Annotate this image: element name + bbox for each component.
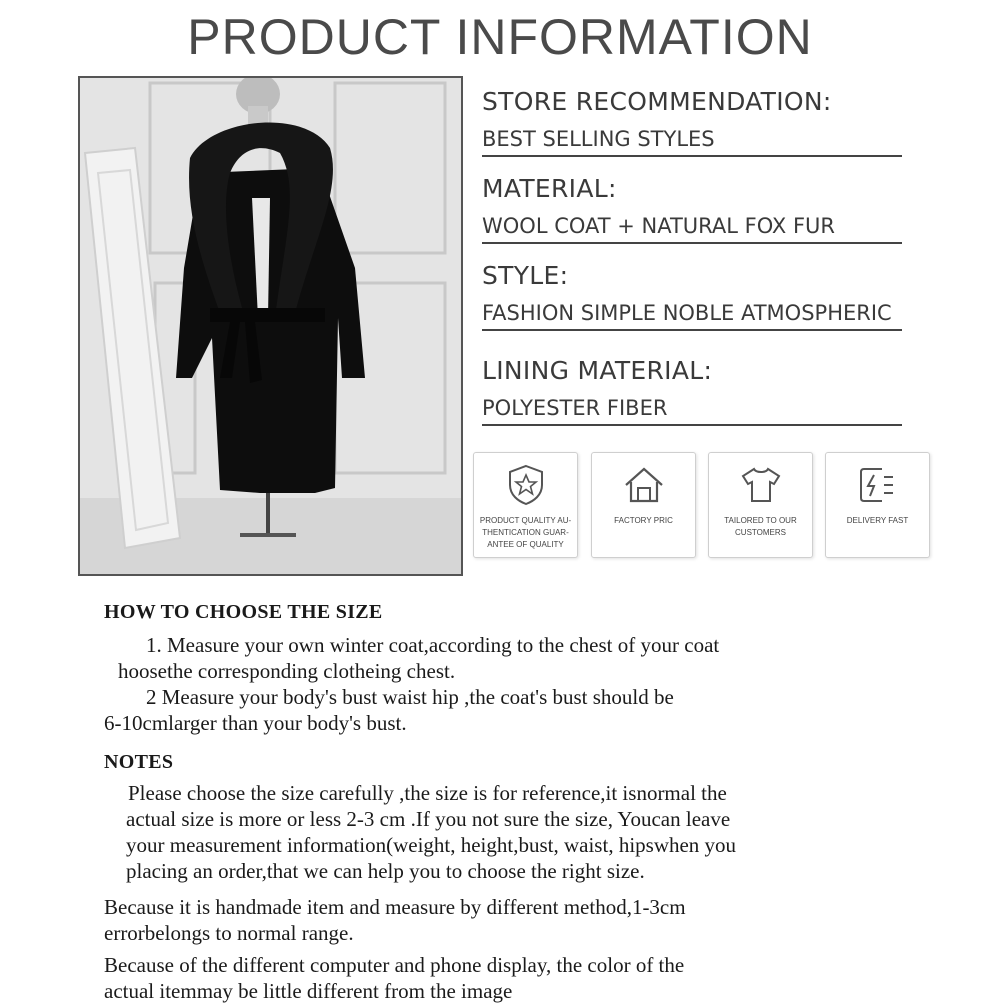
size-step-1-cont: hoosethe corresponding clotheing chest. [118, 659, 456, 683]
size-guide-heading: HOW TO CHOOSE THE SIZE [104, 601, 383, 623]
divider [482, 242, 902, 244]
size-step-2: 2 Measure your body's bust waist hip ,the coat's bust should be [146, 685, 674, 709]
feature-caption: TAILORED TO OUR CUSTOMERS [724, 516, 797, 537]
shield-star-icon [506, 463, 546, 507]
notes-paragraph-1: Please choose the size carefully ,the size is for reference,it isnormal the [128, 781, 727, 805]
lightning-box-icon [856, 463, 900, 507]
feature-caption: DELIVERY FAST [846, 516, 909, 525]
detail-value: BEST SELLING STYLES [482, 127, 715, 151]
detail-value: FASHION SIMPLE NOBLE ATMOSPHERIC [482, 301, 892, 325]
detail-label: LINING MATERIAL: [482, 356, 713, 385]
detail-lining-material [482, 357, 922, 426]
detail-value: POLYESTER FIBER [482, 396, 668, 420]
notes-section [104, 750, 934, 1004]
feature-caption: PRODUCT QUALITY AU- THENTICATION GUAR- ANTEE OF QUALITY [479, 516, 572, 549]
feature-badges [473, 452, 933, 558]
feature-tailored [708, 452, 813, 558]
notes-paragraph-1-cont: actual size is more or less 2-3 cm .If you not sure the size, Youcan leave [126, 807, 731, 831]
detail-style [482, 262, 922, 331]
feature-delivery [825, 452, 930, 558]
size-step-2-cont: 6-10cmlarger than your body's bust. [104, 711, 407, 735]
coat-illustration [80, 78, 461, 574]
notes-paragraph-3-cont: actual itemmay be little different from the image [104, 979, 513, 1003]
detail-label: STORE RECOMMENDATION: [482, 87, 832, 116]
notes-paragraph-1-cont: your measurement information(weight, height,bust, waist, hipswhen you [126, 833, 737, 857]
feature-caption: FACTORY PRIC [614, 516, 673, 525]
detail-store-recommendation [482, 88, 922, 157]
notes-paragraph-1-cont: placing an order,that we can help you to choose the right size. [126, 859, 645, 883]
size-guide [104, 600, 934, 736]
feature-quality [473, 452, 578, 558]
notes-paragraph-3: Because of the different computer and phone display, the color of the [104, 953, 685, 977]
product-photo [78, 76, 463, 576]
notes-paragraph-2: Because it is handmade item and measure by different method,1-3cm [104, 895, 686, 919]
detail-material [482, 175, 922, 244]
divider [482, 424, 902, 426]
divider [482, 329, 902, 331]
detail-label: STYLE: [482, 261, 569, 290]
detail-value: WOOL COAT + NATURAL FOX FUR [482, 214, 836, 238]
house-icon [622, 463, 666, 507]
divider [482, 155, 902, 157]
tshirt-icon [739, 463, 783, 507]
notes-heading: NOTES [104, 751, 174, 773]
size-step-1: 1. Measure your own winter coat,according to the chest of your coat [146, 633, 720, 657]
notes-paragraph-2-cont: errorbelongs to normal range. [104, 921, 354, 945]
detail-label: MATERIAL: [482, 174, 617, 203]
page-title: PRODUCT INFORMATION [187, 9, 813, 65]
feature-factory-price [591, 452, 696, 558]
